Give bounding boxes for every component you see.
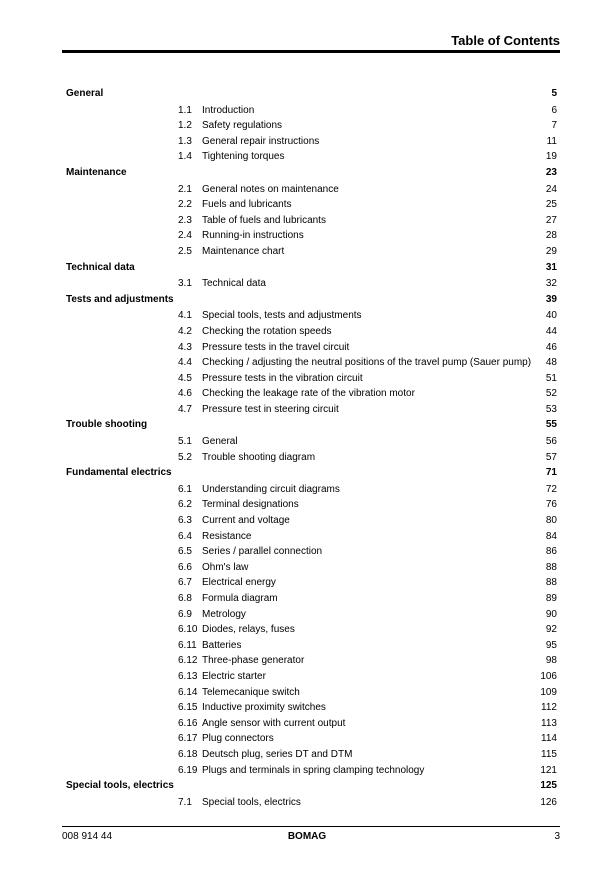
toc-entry-page: 6 [551, 104, 557, 116]
toc-section-row[interactable] [66, 292, 557, 308]
toc-entry-page: 88 [545, 561, 557, 573]
toc-entry-number: 3.1 [178, 278, 192, 290]
toc-entry-number: 6.2 [178, 499, 192, 511]
toc-entry-label: Checking the leakage rate of the vibration motor [202, 388, 415, 400]
toc-entry-row[interactable] [66, 575, 557, 591]
toc-entry-number: 6.19 [178, 764, 198, 776]
toc-entry-heading [178, 575, 276, 591]
toc-entry-number: 1.3 [178, 135, 192, 147]
toc-entry-heading [178, 716, 345, 732]
toc-entry-label: Checking the rotation speeds [202, 325, 332, 337]
toc-entry-page: 90 [545, 608, 557, 620]
toc-entry-number: 1.1 [178, 104, 192, 116]
toc-section-page: 31 [545, 261, 557, 273]
toc-entry-number: 2.3 [178, 214, 192, 226]
toc-entry-page: 72 [545, 483, 557, 495]
toc-entry-row[interactable] [66, 197, 557, 213]
toc-entry-page: 126 [540, 796, 557, 808]
toc-entry-heading [178, 622, 295, 638]
toc-entry-heading [178, 103, 254, 119]
toc-entry-page: 29 [545, 245, 557, 257]
toc-entry-number: 6.12 [178, 655, 198, 667]
toc-entry-number: 5.2 [178, 451, 192, 463]
toc-entry-label: General [202, 436, 238, 448]
brand-name: BOMAG [287, 831, 327, 842]
toc-entry-number: 6.5 [178, 546, 192, 558]
toc-entry-number: 2.2 [178, 199, 192, 211]
toc-entry-heading [178, 763, 424, 779]
toc-entry-page: 89 [545, 593, 557, 604]
toc-entry-label: Deutsch plug, series DT and DTM [202, 748, 353, 760]
toc-section-page: 125 [540, 780, 557, 792]
toc-entry-label: Fuels and lubricants [202, 199, 292, 211]
toc-entry-heading [178, 482, 340, 498]
toc-entry-row[interactable] [66, 244, 557, 260]
toc-entry-row[interactable] [66, 482, 557, 498]
toc-entry-number: 2.5 [178, 245, 192, 257]
toc-entry-number: 6.9 [178, 608, 192, 620]
toc-entry-label: Formula diagram [202, 593, 278, 604]
toc-entry-page: 80 [545, 515, 557, 527]
toc-entry-page: 86 [545, 546, 557, 558]
toc-entry-heading [178, 244, 284, 260]
toc-entry-number: 4.6 [178, 388, 192, 400]
footer-divider [62, 826, 560, 827]
toc-entry-label: Introduction [202, 104, 255, 116]
toc-entry-label: Running-in instructions [202, 230, 304, 242]
toc-entry-row[interactable] [66, 700, 557, 716]
toc-entry-label: Telemecanique switch [202, 686, 300, 698]
toc-entry-page: 11 [546, 135, 557, 147]
toc-entry-page: 95 [545, 639, 557, 651]
toc-entry-number: 7.1 [178, 796, 192, 808]
toc-entry-number: 6.10 [178, 624, 198, 636]
toc-entry-label: Series / parallel connection [202, 546, 323, 558]
toc-entry-page: 48 [545, 357, 557, 369]
toc-entry-row[interactable] [66, 450, 557, 466]
toc-entry-label: Batteries [202, 639, 242, 651]
toc-entry-heading [178, 795, 301, 811]
toc-entry-row[interactable] [66, 731, 557, 747]
toc-entry-label: General repair instructions [202, 135, 320, 147]
toc-entry-number: 4.5 [178, 372, 192, 384]
toc-entry-heading [178, 731, 274, 747]
toc-entry-label: Safety regulations [202, 120, 283, 132]
toc-entry-page: 40 [545, 310, 557, 322]
toc-entry-heading [178, 560, 248, 576]
toc-entry-page: 84 [545, 530, 557, 542]
toc-entry-page: 7 [551, 120, 557, 132]
toc-entry-row[interactable] [66, 386, 557, 402]
toc-entry-heading [178, 149, 284, 165]
page-title: Table of Contents [451, 33, 560, 48]
toc-entry-label: Pressure tests in the travel circuit [202, 341, 350, 353]
toc-entry-heading [178, 591, 278, 607]
toc-entry-label: Metrology [202, 608, 246, 620]
toc-entry-number: 6.6 [178, 561, 192, 573]
toc-entry-label: Tightening torques [202, 151, 285, 163]
toc-entry-heading [178, 118, 282, 134]
toc-entry-heading [178, 653, 304, 669]
toc-entry-number: 6.17 [178, 733, 198, 745]
toc-entry-page: 56 [545, 436, 557, 448]
toc-entry-label: Electric starter [202, 670, 266, 682]
toc-entry-row[interactable] [66, 653, 557, 669]
toc-section-page: 39 [545, 293, 557, 305]
toc-entry-label: Trouble shooting diagram [202, 451, 316, 463]
toc-entry-page: 51 [545, 372, 557, 384]
toc-entry-number: 2.1 [178, 183, 192, 195]
toc-entry-label: Electrical energy [202, 577, 276, 589]
toc-entry-number: 5.1 [178, 436, 192, 448]
toc-section-row[interactable] [66, 260, 557, 276]
toc-entry-label: Table of fuels and lubricants [202, 214, 326, 226]
toc-entry-page: 52 [545, 388, 557, 400]
toc-entry-page: 113 [541, 717, 557, 729]
toc-entry-label: Resistance [202, 530, 252, 542]
toc-section-row[interactable] [66, 778, 557, 794]
toc-entry-page: 115 [541, 748, 557, 760]
toc-section-title: Tests and adjustments [66, 293, 174, 305]
toc-entry-page: 57 [545, 451, 557, 463]
toc-entry-row[interactable] [66, 103, 557, 119]
toc-entry-page: 92 [545, 624, 557, 636]
toc-entry-heading [178, 544, 322, 560]
toc-entry-page: 46 [545, 341, 557, 353]
toc-entry-heading [178, 355, 531, 371]
toc-entry-heading [178, 308, 362, 324]
toc-entry-page: 25 [545, 199, 557, 211]
toc-entry-page: 121 [540, 764, 557, 776]
toc-entry-number: 4.2 [178, 325, 192, 337]
toc-entry-number: 4.7 [178, 403, 192, 415]
toc-entry-number: 4.4 [178, 357, 192, 369]
toc-entry-label: Maintenance chart [202, 245, 285, 257]
toc-entry-label: Understanding circuit diagrams [202, 483, 340, 495]
toc-entry-heading [178, 197, 292, 213]
toc-entry-number: 6.16 [178, 717, 198, 729]
toc-entry-label: Angle sensor with current output [202, 717, 346, 729]
toc-entry-number: 4.3 [178, 341, 192, 353]
toc-section-page: 23 [545, 166, 557, 178]
toc-entry-number: 6.8 [178, 593, 192, 604]
toc-entry-page: 88 [545, 577, 557, 589]
toc-entry-page: 24 [545, 183, 557, 195]
toc-entry-heading [178, 497, 299, 513]
toc-entry-heading [178, 134, 319, 150]
toc-entry-row[interactable] [66, 276, 557, 292]
toc-entry-label: Three-phase generator [202, 655, 305, 667]
toc-entry-row[interactable] [66, 308, 557, 324]
toc-entry-label: Current and voltage [202, 515, 290, 527]
toc-entry-heading [178, 700, 326, 716]
toc-entry-heading [178, 450, 315, 466]
toc-entry-row[interactable] [66, 591, 557, 607]
toc-entry-row[interactable] [66, 747, 557, 763]
toc-entry-number: 6.1 [178, 483, 192, 495]
toc-section-title: General [66, 88, 104, 99]
toc-section-row[interactable] [66, 417, 557, 433]
toc-section-page: 5 [551, 88, 557, 99]
toc-section-page: 55 [545, 419, 557, 431]
toc-entry-page: 19 [545, 151, 557, 163]
toc-entry-row[interactable] [66, 607, 557, 623]
toc-entry-row[interactable] [66, 544, 557, 560]
toc-entry-page: 114 [541, 733, 557, 745]
toc-entry-number: 6.14 [178, 686, 198, 698]
toc-entry-row[interactable] [66, 795, 557, 811]
toc-entry-number: 1.4 [178, 151, 192, 163]
toc-section-row[interactable] [66, 465, 557, 481]
toc-section-title: Maintenance [66, 166, 127, 178]
toc-entry-row[interactable] [66, 513, 557, 529]
toc-entry-row[interactable] [66, 497, 557, 513]
toc-entry-row[interactable] [66, 213, 557, 229]
toc-entry-row[interactable] [66, 402, 557, 418]
toc-entry-heading [178, 213, 326, 229]
toc-entry-label: Special tools, electrics [202, 796, 301, 808]
toc-entry-heading [178, 607, 246, 623]
toc-entry-heading [178, 685, 300, 701]
toc-entry-heading [178, 276, 266, 292]
toc-entry-label: Inductive proximity switches [202, 702, 326, 714]
toc-entry-heading [178, 638, 241, 654]
table-of-contents [66, 86, 557, 810]
toc-entry-row[interactable] [66, 622, 557, 638]
toc-entry-heading [178, 182, 339, 198]
toc-entry-heading [178, 386, 415, 402]
toc-entry-number: 6.15 [178, 702, 198, 714]
toc-entry-heading [178, 228, 304, 244]
toc-entry-row[interactable] [66, 324, 557, 340]
toc-entry-label: Pressure tests in the vibration circuit [202, 372, 363, 384]
toc-entry-heading [178, 434, 238, 450]
toc-entry-row[interactable] [66, 763, 557, 779]
toc-entry-page: 76 [545, 499, 557, 511]
toc-entry-number: 6.7 [178, 577, 192, 589]
document-number: 008 914 44 [62, 831, 113, 842]
toc-entry-heading [178, 747, 352, 763]
toc-entry-number: 6.3 [178, 515, 192, 527]
toc-entry-row[interactable] [66, 371, 557, 387]
toc-entry-label: Terminal designations [202, 499, 299, 511]
toc-entry-row[interactable] [66, 669, 557, 685]
toc-entry-heading [178, 513, 290, 529]
toc-entry-number: 1.2 [178, 120, 192, 132]
toc-entry-number: 4.1 [178, 310, 192, 322]
toc-section-title: Special tools, electrics [66, 780, 174, 792]
toc-entry-page: 112 [541, 702, 557, 714]
toc-section-row[interactable] [66, 86, 557, 102]
toc-entry-row[interactable] [66, 434, 557, 450]
toc-entry-row[interactable] [66, 340, 557, 356]
toc-entry-row[interactable] [66, 118, 557, 134]
toc-entry-page: 106 [540, 670, 557, 682]
toc-entry-label: General notes on maintenance [202, 183, 339, 195]
toc-entry-label: Plug connectors [202, 733, 274, 745]
toc-section-page: 71 [545, 467, 557, 479]
toc-section-title: Trouble shooting [66, 419, 148, 431]
toc-entry-heading [178, 324, 332, 340]
toc-entry-row[interactable] [66, 355, 557, 371]
toc-entry-heading [178, 371, 363, 387]
page-number: 3 [554, 831, 560, 842]
header-divider [62, 50, 560, 53]
toc-entry-page: 109 [540, 686, 557, 698]
toc-entry-number: 6.4 [178, 530, 192, 542]
toc-entry-label: Plugs and terminals in spring clamping technology [202, 764, 425, 776]
toc-entry-label: Checking / adjusting the neutral positions of the travel pump (Sauer pump) [202, 357, 532, 369]
toc-entry-row[interactable] [66, 182, 557, 198]
toc-entry-row[interactable] [66, 638, 557, 654]
toc-entry-page: 53 [545, 403, 557, 415]
toc-section-title: Technical data [66, 261, 135, 273]
toc-entry-label: Diodes, relays, fuses [202, 624, 295, 636]
toc-entry-number: 6.18 [178, 748, 198, 760]
toc-entry-page: 27 [545, 214, 557, 226]
toc-entry-row[interactable] [66, 685, 557, 701]
toc-entry-label: Pressure test in steering circuit [202, 403, 339, 415]
toc-section-row[interactable] [66, 165, 557, 181]
toc-entry-heading [178, 340, 349, 356]
toc-entry-heading [178, 402, 339, 418]
toc-entry-number: 6.13 [178, 670, 198, 682]
toc-entry-row[interactable] [66, 716, 557, 732]
toc-entry-heading [178, 529, 251, 545]
toc-entry-row[interactable] [66, 560, 557, 576]
toc-section-title: Fundamental electrics [66, 467, 172, 479]
toc-entry-row[interactable] [66, 529, 557, 545]
toc-entry-page: 98 [545, 655, 557, 667]
toc-entry-number: 6.11 [178, 639, 197, 651]
toc-entry-label: Special tools, tests and adjustments [202, 310, 362, 322]
toc-entry-page: 32 [545, 278, 557, 290]
toc-entry-row[interactable] [66, 134, 557, 150]
toc-entry-page: 44 [545, 325, 557, 337]
toc-entry-row[interactable] [66, 149, 557, 165]
toc-entry-heading [178, 669, 266, 685]
toc-entry-row[interactable] [66, 228, 557, 244]
toc-entry-number: 2.4 [178, 230, 192, 242]
toc-entry-label: Technical data [202, 278, 266, 290]
toc-entry-label: Ohm's law [202, 561, 249, 573]
toc-entry-page: 28 [545, 230, 557, 242]
